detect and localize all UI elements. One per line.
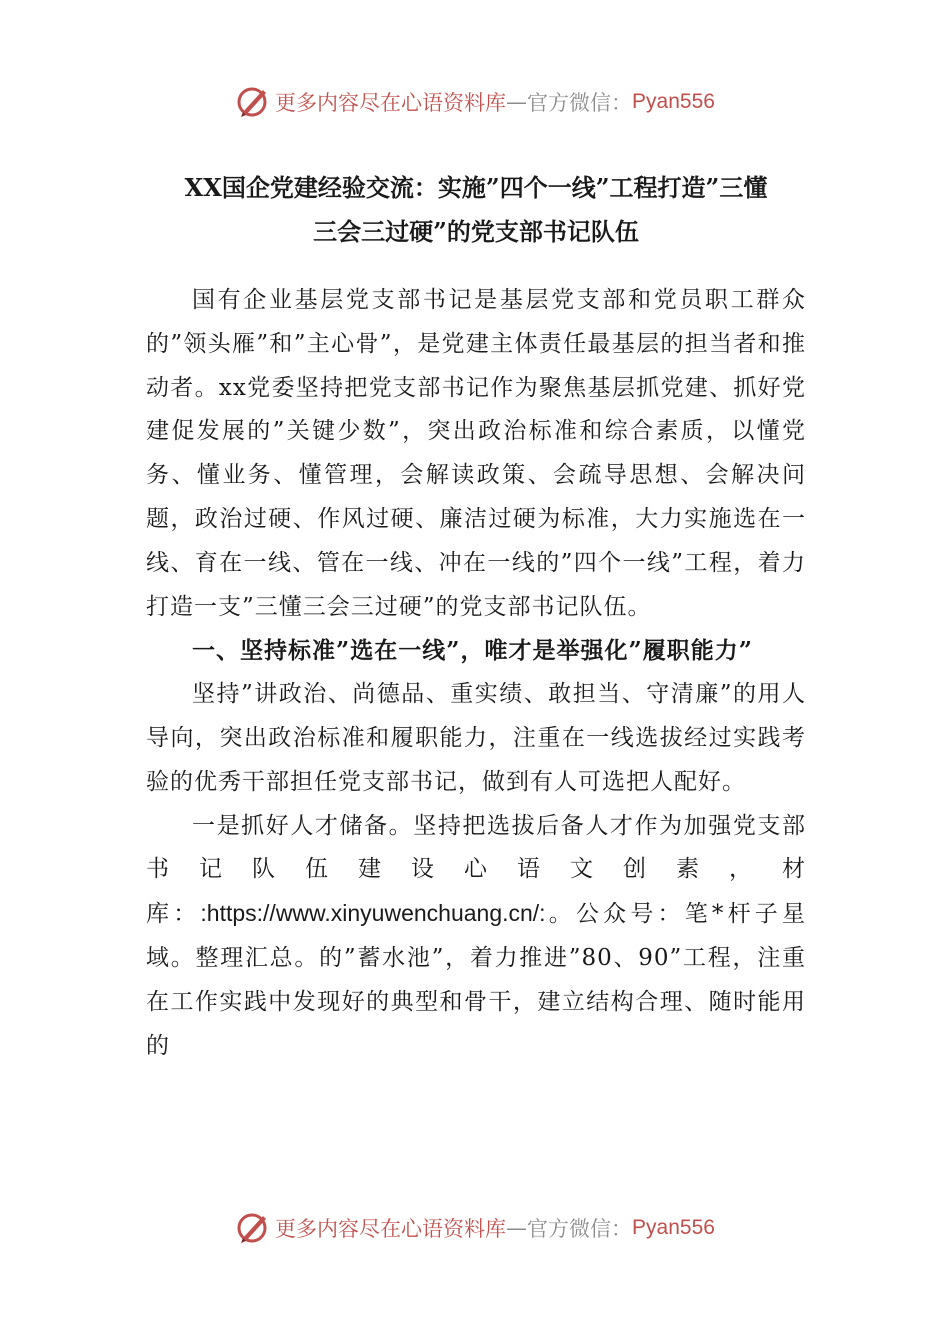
banner-dash: — xyxy=(506,1216,528,1240)
footer-watermark-banner xyxy=(0,1206,950,1250)
watermark-url-link[interactable]: :https://www.xinyuwenchuang.cn/: xyxy=(200,900,546,927)
title-line-1: XX国企党建经验交流：实施”四个一线”工程打造”三懂 xyxy=(184,173,768,202)
document-body xyxy=(146,279,806,1068)
section-heading-1: 一、坚持标准”选在一线”，唯才是举强化”履职能力” xyxy=(192,637,753,665)
pen-logo-icon xyxy=(235,1210,271,1246)
talent-reserve-paragraph xyxy=(146,805,806,1069)
banner-dash: — xyxy=(506,90,528,114)
section-1-paragraph: 坚持”讲政治、尚德品、重实绩、敢担当、守清廉”的用人导向，突出政治标准和履职能力，注重在一线选拔经过实践考验的优秀干部担任党支部书记，做到有人可选把人配好。 xyxy=(146,681,806,795)
banner-wechat-id: Pyan556 xyxy=(632,1216,715,1239)
banner-sub-text: 官方微信： xyxy=(527,91,633,115)
banner-sub-text: 官方微信： xyxy=(527,1217,633,1241)
paragraph-3-text-a: 一是抓好人才储备。坚持把选拔后备人才作为加强党支部书记队伍建设心语文创素，材库： xyxy=(146,812,806,928)
banner-main-text: 更多内容尽在心语资料库 xyxy=(275,91,507,115)
banner-wechat-id: Pyan556 xyxy=(632,90,715,113)
title-line-2: 三会三过硬”的党支部书记队伍 xyxy=(313,217,639,246)
banner-main-text: 更多内容尽在心语资料库 xyxy=(275,1217,507,1241)
intro-paragraph: 国有企业基层党支部书记是基层党支部和党员职工群众的”领头雁”和”主心骨”，是党建主体责任最基层的担当者和推动者。xx党委坚持把党支部书记作为聚焦基层抓党建、抓好党建促发展的”关键少数”，突出政治标准和综合素质，以懂党务、懂业务、懂管理，会解读政策、会疏导思想、会解决问题，政治过硬、作风过硬、廉洁过硬为标准，大力实施选在一线、育在一线、管在一线、冲在一线的”四个一线”工程，着力打造一支”三懂三会三过硬”的党支部书记队伍。 xyxy=(146,287,806,620)
pen-logo-icon xyxy=(235,84,271,120)
header-watermark-banner xyxy=(0,80,950,124)
paragraph-3-text-b: 。公众号：笔*杆子星域。整理汇总。的”蓄水池”，着力推进”80、90”工程，注重在工作实践中发现好的典型和骨干，建立结构合理、随时能用的 xyxy=(146,901,807,1059)
document-title xyxy=(146,166,806,254)
